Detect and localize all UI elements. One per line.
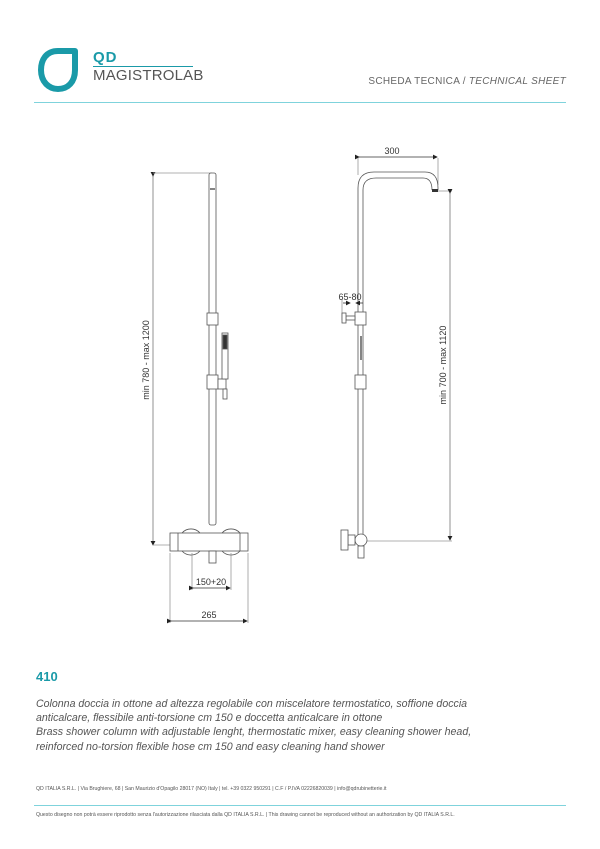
side-height-label: min 700 - max 1120 [438, 325, 448, 405]
product-description [36, 697, 576, 754]
wall-distance-label: 65-80 [338, 292, 362, 302]
description-line: reinforced no-torsion flexible hose cm 150 and easy cleaning hand shower [36, 740, 385, 753]
footer-divider [34, 805, 566, 806]
front-height-label: min 780 - max 1200 [141, 320, 151, 400]
sheet-title-it: SCHEDA TECNICA [368, 76, 460, 87]
brand-name: MAGISTROLAB [93, 67, 204, 84]
technical-drawing [0, 120, 600, 640]
brand-logo-icon [36, 46, 80, 94]
front-view [153, 173, 248, 623]
header-divider [34, 102, 566, 103]
brand-qd: QD [93, 49, 118, 66]
company-info: QD ITALIA S.R.L. | Via Brughiere, 68 | San Maurizio d'Opagilo 28017 (NO) Italy | tel. +39 0322 950291 | C.F / P.IVA 02226820039 | info@qdrubinetterie.it [36, 786, 387, 792]
description-line: anticalcare, flessibile anti-torsione cm 150 e doccetta anticalcare in ottone [36, 712, 383, 725]
legal-notice: Questo disegno non potrà essere riprodotto senza l'autorizzazione rilasciata dalla QD ITALIA S.R.L. | This drawing cannot be reproduced without an authorization by QD ITALIA S.R.L. [36, 812, 455, 818]
arm-length-label: 300 [384, 146, 400, 156]
product-code: 410 [36, 669, 58, 684]
description-line: Colonna doccia in ottone ad altezza regolabile con miscelatore termostatico, soffione doccia [36, 698, 468, 710]
sheet-title [368, 76, 566, 87]
side-view [341, 157, 452, 558]
description-line: Brass shower column with adjustable lenght, thermostatic mixer, easy cleaning shower head, [36, 726, 472, 739]
width-label: 265 [201, 610, 217, 620]
sheet-title-en: TECHNICAL SHEET [468, 76, 566, 87]
center-distance-label: 150+20 [195, 577, 227, 587]
sheet-title-separator: / [459, 76, 469, 87]
